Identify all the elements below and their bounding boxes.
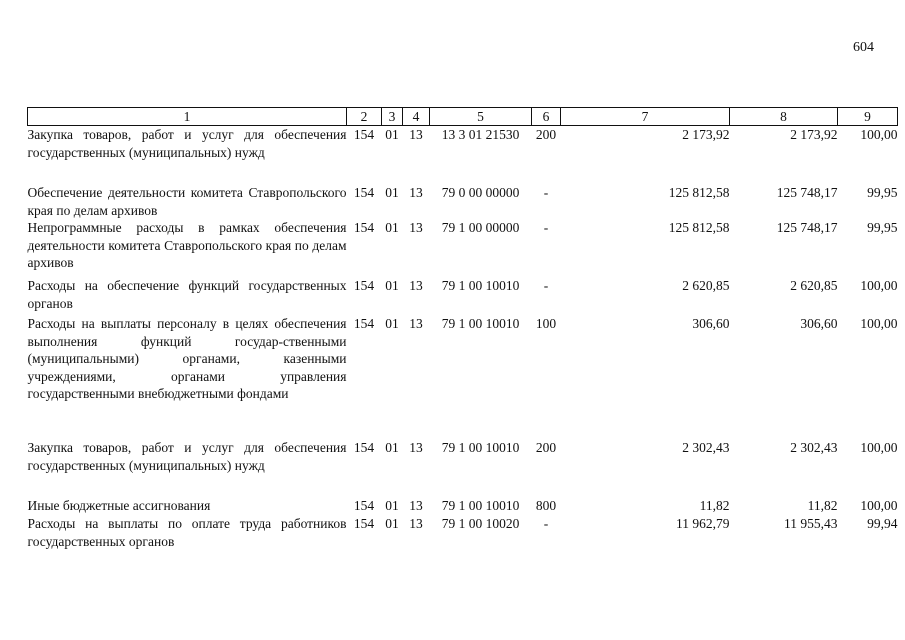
table-row: [28, 184, 898, 219]
cell-col-6: -: [543, 185, 549, 200]
cell-col-7: 2 620,85: [682, 278, 730, 293]
col-header-5: 5: [430, 108, 532, 126]
cell-col-7: 11,82: [699, 498, 730, 513]
cell-col-9: 100,00: [860, 278, 898, 293]
cell-col-6: 200: [535, 127, 557, 142]
row-name: Обеспечение деятельности комитета Ставропольского края по делам архивов: [27, 185, 347, 218]
cell-col-5: 13 3 01 21530: [441, 127, 520, 142]
cell-col-5: 79 1 00 10010: [441, 316, 520, 331]
row-name: Закупка товаров, работ и услуг для обеспечения государственных (муниципальных) нужд: [27, 127, 347, 160]
table-row: [28, 315, 898, 439]
cell-col-3: 01: [385, 498, 399, 513]
row-name: Расходы на обеспечение функций государственных органов: [27, 278, 347, 311]
col-header-2: 2: [347, 108, 382, 126]
cell-col-2: 154: [353, 440, 375, 455]
cell-col-7: 125 812,58: [668, 185, 730, 200]
cell-col-5: 79 1 00 10020: [441, 516, 520, 531]
row-name: Иные бюджетные ассигнования: [27, 498, 211, 513]
table-row: [28, 219, 898, 277]
col-header-4: 4: [403, 108, 430, 126]
header-row: [28, 108, 898, 126]
cell-col-6: 800: [535, 498, 557, 513]
cell-col-5: 79 1 00 10010: [441, 440, 520, 455]
cell-col-2: 154: [353, 516, 375, 531]
cell-col-5: 79 1 00 10010: [441, 498, 520, 513]
cell-col-3: 01: [385, 516, 399, 531]
col-header-7: 7: [561, 108, 730, 126]
table-row: [28, 277, 898, 315]
cell-col-8: 2 620,85: [790, 278, 838, 293]
row-name: Непрограммные расходы в рамках обеспечения деятельности комитета Ставропольского края по делам архивов: [27, 220, 347, 270]
row-name: Расходы на выплаты персоналу в целях обеспечения выполнения функций государ-ственными (муниципальными) органами, казенными учреждениями, органами управления государственными внебюджетными фондами: [27, 316, 347, 401]
cell-col-4: 13: [409, 498, 423, 513]
cell-col-4: 13: [409, 185, 423, 200]
cell-col-2: 154: [353, 278, 375, 293]
cell-col-8: 125 748,17: [776, 185, 838, 200]
cell-col-7: 2 173,92: [682, 127, 730, 142]
cell-col-6: -: [543, 516, 549, 531]
cell-col-8: 2 173,92: [790, 127, 838, 142]
cell-col-3: 01: [385, 278, 399, 293]
cell-col-3: 01: [385, 316, 399, 331]
cell-col-5: 79 1 00 00000: [441, 220, 520, 235]
table-row: [28, 439, 898, 497]
cell-col-7: 11 962,79: [676, 516, 730, 531]
cell-col-4: 13: [409, 440, 423, 455]
row-name: Расходы на выплаты по оплате труда работников государственных органов: [27, 516, 347, 549]
col-header-8: 8: [730, 108, 838, 126]
cell-col-3: 01: [385, 440, 399, 455]
cell-col-8: 11,82: [807, 498, 838, 513]
cell-col-3: 01: [385, 127, 399, 142]
cell-col-8: 125 748,17: [776, 220, 838, 235]
cell-col-2: 154: [353, 498, 375, 513]
cell-col-6: 100: [535, 316, 557, 331]
cell-col-8: 11 955,43: [784, 516, 838, 531]
cell-col-6: -: [543, 278, 549, 293]
col-header-9: 9: [838, 108, 898, 126]
cell-col-6: -: [543, 220, 549, 235]
cell-col-4: 13: [409, 316, 423, 331]
page-number: 604: [853, 40, 874, 55]
table-row: [28, 515, 898, 555]
cell-col-5: 79 1 00 10010: [441, 278, 520, 293]
cell-col-2: 154: [353, 127, 375, 142]
cell-col-7: 2 302,43: [682, 440, 730, 455]
cell-col-4: 13: [409, 127, 423, 142]
cell-col-2: 154: [353, 220, 375, 235]
cell-col-7: 306,60: [692, 316, 730, 331]
col-header-1: 1: [28, 108, 347, 126]
budget-table: [27, 107, 898, 555]
cell-col-9: 99,95: [867, 220, 898, 235]
cell-col-3: 01: [385, 220, 399, 235]
cell-col-9: 100,00: [860, 127, 898, 142]
cell-col-9: 100,00: [860, 498, 898, 513]
cell-col-4: 13: [409, 220, 423, 235]
table-row: [28, 497, 898, 515]
cell-col-9: 99,95: [867, 185, 898, 200]
cell-col-4: 13: [409, 516, 423, 531]
cell-col-2: 154: [353, 316, 375, 331]
cell-col-9: 100,00: [860, 316, 898, 331]
table-row: [28, 126, 898, 185]
cell-col-8: 2 302,43: [790, 440, 838, 455]
row-name: Закупка товаров, работ и услуг для обеспечения государственных (муниципальных) нужд: [27, 440, 347, 473]
cell-col-4: 13: [409, 278, 423, 293]
col-header-6: 6: [532, 108, 561, 126]
cell-col-3: 01: [385, 185, 399, 200]
cell-col-9: 99,94: [867, 516, 898, 531]
cell-col-5: 79 0 00 00000: [441, 185, 520, 200]
col-header-3: 3: [382, 108, 403, 126]
cell-col-2: 154: [353, 185, 375, 200]
cell-col-9: 100,00: [860, 440, 898, 455]
cell-col-8: 306,60: [800, 316, 838, 331]
cell-col-6: 200: [535, 440, 557, 455]
cell-col-7: 125 812,58: [668, 220, 730, 235]
